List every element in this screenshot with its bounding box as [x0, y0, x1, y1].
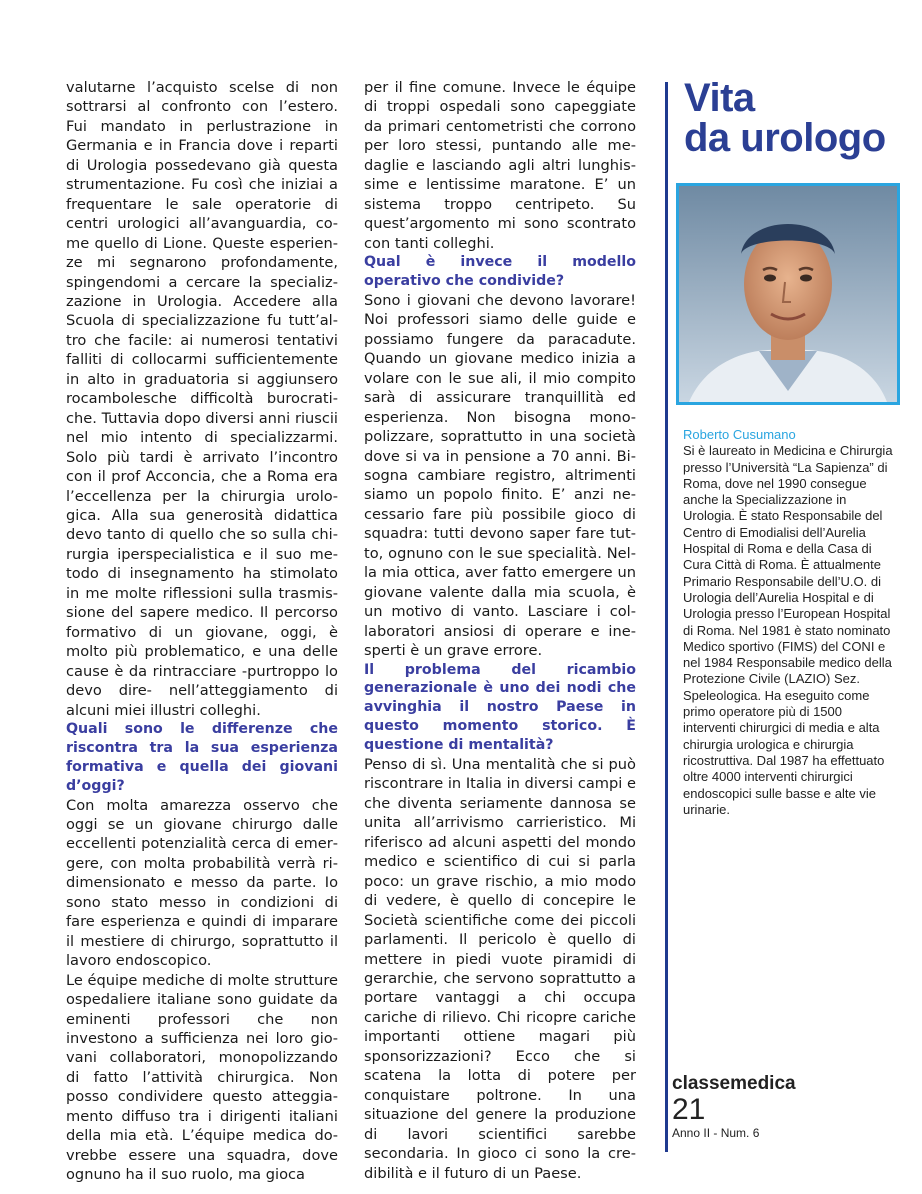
portrait-illustration — [679, 186, 897, 402]
sidebar-divider — [665, 82, 668, 1152]
article-paragraph: per il fine comune. Invece le équipe di troppi ospedali sono capeggiate da primari centometristi che corrono per loro stessi, puntando alle medaglie e lasciando agli altri lunghissime e lentissime maratone. E’ un sistema troppo centripeto. Su quest’argomento mi sono scontrato con tanti colleghi. — [364, 79, 636, 252]
sidebar-title-line: Vita — [684, 76, 755, 120]
interview-question: Quali sono le differenze che riscontra tra la sua esperienza formativa e quella dei giovani d’oggi? — [66, 720, 338, 794]
portrait-photo — [676, 183, 900, 405]
article-column-middle — [364, 78, 636, 1183]
page-number: 21 — [672, 1093, 706, 1126]
article-column-left — [66, 78, 338, 1185]
article-paragraph: Sono i giovani che devono lavorare! Noi professori siamo delle guide e possiamo fungere da paracadute. Quando un giovane medico inizia a volare con le sue ali, il mio compito sarà di assicurare tranquillità ed esperienza. Non bisogna monopolizzare, soprattutto in una società dove si va in pensione a 70 anni. Bisogna cambiare registro, altrimenti siamo un popolo finito. E’ anzi necessario fare più possibile gioco di squadra: tutti devono saper fare tutto, ognuno con le sue specialità. Nella mia ottica, aver fatto emergere un giovane valente dalla mia scuola, è un motivo di vanto. Lasciare i collaboratori ansiosi di operare e inesperti è un grave errore. — [364, 291, 636, 660]
page-footer — [672, 1073, 902, 1141]
author-name: Roberto Cusumano — [683, 427, 796, 442]
issue-label: Anno II - Num. 6 — [672, 1126, 760, 1140]
author-bio — [683, 427, 898, 818]
magazine-name: classemedica — [672, 1073, 796, 1094]
article-paragraph: Con molta amarezza osservo che oggi se un giovane chirurgo dalle eccellenti potenzialità cerca di emergere, con molta probabilità verrà ridimensionato e messo da parte. Io sono stato messo in condizioni di fare esperienza e quindi di imparare il mestiere di chirurgo, soprattutto il lavoro endoscopico. — [66, 796, 338, 970]
author-bio-text: Si è laureato in Medicina e Chirurgia presso l’Università “La Sapienza” di Roma, dove nel 1990 consegue anche la Specializzazione in Urologia. È stato Responsabile del Centro di Emodialisi dell’Aurelia Hospital di Roma e della Casa di Cura Città di Roma. È attualmente Primario Responsabile dell’U.O. di Urologia dell’Aurelia Hospital e di Urologia presso l’European Hospital di Roma. Nel 1981 è stato nominato Medico sportivo (FIMS) del CONI e nel 1984 Responsabile medico della Protezione Civile (LAZIO) Sez. Speleologica. Ha eseguito come primo operatore più di 1500 interventi chirurgici di media e alta chirurgia urologica e chirurgia ricostruttiva. Dal 1987 ha effettuato oltre 4000 interventi chirurgici endoscopici sulle basse e alte vie urinarie. — [683, 443, 893, 817]
article-paragraph: Le équipe mediche di molte strutture ospedaliere italiane sono guidate da eminenti professori che non investono a sufficienza nei loro giovani collaboratori, monopolizzando di fatto l’attività chirurgica. Non posso condividere questo atteggiamento diffuso tra i dirigenti italiani della mia età. L’équipe medica dovrebbe essere una squadra, dove ognuno ha il suo ruolo, ma gioca — [66, 971, 338, 1184]
article-paragraph: valutarne l’acquisto scelse di non sottrarsi al confronto con l’estero. Fui mandato in perlustrazione in Germania e in Francia dove i reparti di Urologia possedevano già questa strumentazione. Fu così che iniziai a frequentare le sale operatorie di centri urologici all’avanguardia, come quello di Lione. Queste esperienze mi segnarono profondamente, spingendomi a cercare la specializzazione in Urologia. Accedere alla Scuola di specializzazione fu tutt’altro che facile: ai numerosi tentativi falliti di collocarmi sufficientemente in alto in graduatoria si aggiunsero rocambolesche difficoltà burocratiche. Tuttavia dopo diversi anni riuscii nel mio intento di specializzarmi. Solo più tardi è arrivato l’incontro con il prof Acconcia, che a Roma era l’eccellenza per la chirurgia urologica. Alla sua generosità didattica devo tanto di quello che so sulla chirurgia iperspecialistica e il suo metodo di insegnamento ha stimolato in me molte riflessioni sulla trasmissione del sapere medico. Il percorso formativo di un giovane, oggi, è molto più problematico, e una delle cause è da rintracciare -purtroppo lo devo dire- nell’atteggiamento di alcuni miei illustri colleghi. — [66, 79, 338, 719]
interview-question: Il problema del ricambio generazionale è uno dei nodi che avvinghia il nostro Paese in questo momento storico. È questione di mentalità? — [364, 661, 636, 754]
sidebar-title — [684, 78, 914, 158]
sidebar-title-line: da urologo — [684, 116, 886, 160]
interview-question: Qual è invece il modello operativo che condivide? — [364, 254, 636, 289]
article-paragraph: Penso di sì. Una mentalità che si può riscontrare in Italia in diversi campi e che diventa seriamente dannosa se unita all’arrivismo carrieristico. Mi riferisco ad alcuni aspetti del mondo medico e scientifico di cui si parla poco: un grave rischio, a mio modo di vedere, è quello di concepire le Società scientifiche come dei piccoli parlamenti. Il pericolo è quello di mettere in piedi vuote piramidi di gerarchie, che servono soprattutto a portare vantaggi a chi occupa cariche di rilievo. Chi ricopre cariche importanti ottiene magari più sponsorizzazioni? Ecco che si scatena la lotta di potere per conquistare poltrone. In una situazione del genere la produzione di lavori scientifici sarebbe secondaria. In gioco ci sono la credibilità e il futuro di un Paese. — [364, 756, 636, 1182]
